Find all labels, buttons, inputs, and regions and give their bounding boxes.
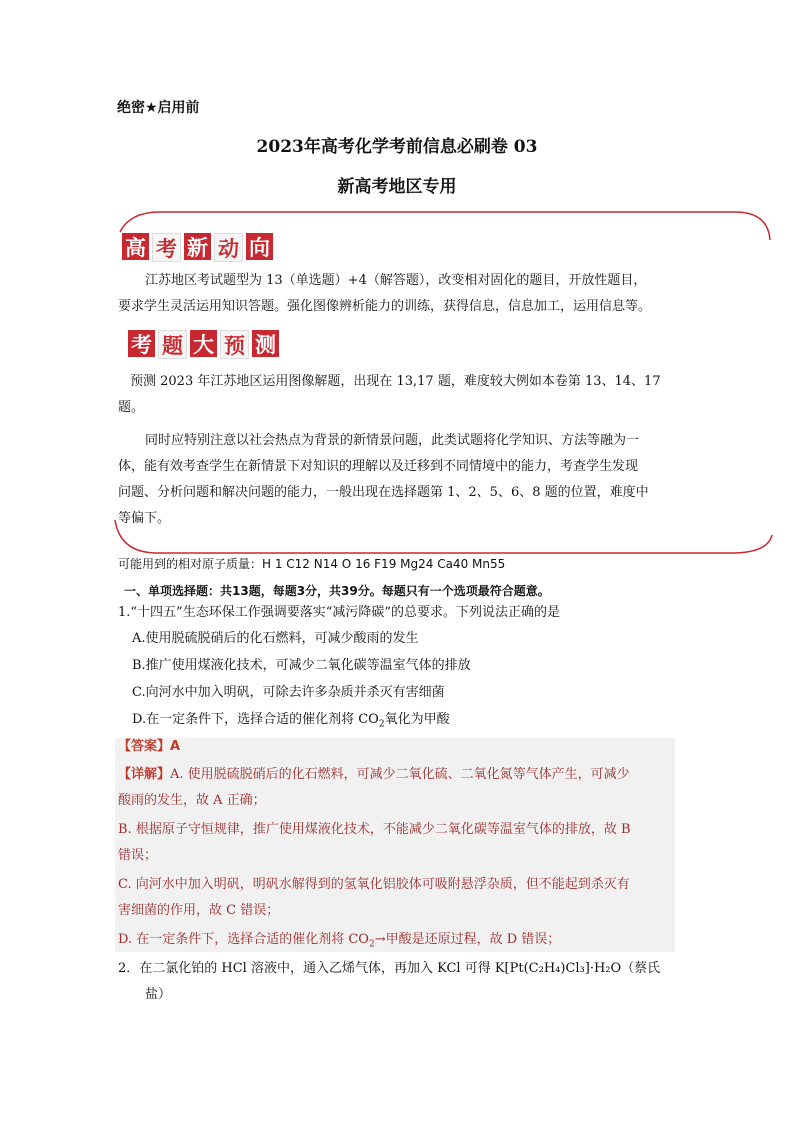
detail-line xyxy=(118,762,678,788)
trend-paragraph xyxy=(145,268,685,294)
detail-text: A. 使用脱硫脱硝后的化石燃料，可减少二氧化硫、二氧化氮等气体产生，可减少 xyxy=(170,767,630,782)
detail-line xyxy=(118,927,560,958)
detail-label: 【详解】 xyxy=(118,767,171,782)
forecast-line: 预测 2023 年江苏地区运用图像解题，出现在 13,17 题，难度较大例如本卷第 13、14、17 xyxy=(130,374,661,389)
detail-line: 酸雨的发生，故 A 正确； xyxy=(118,793,266,808)
banner-forecast xyxy=(128,330,279,359)
paper-subtitle: 新高考地区专用 xyxy=(337,177,457,197)
forecast-line: 题。 xyxy=(118,400,145,415)
answer-line xyxy=(118,734,180,760)
question-1-option-d xyxy=(132,707,450,738)
banner-char: 动 xyxy=(214,233,243,262)
banner-char: 测 xyxy=(252,330,279,357)
option-d-text: 氧化为甲酸 xyxy=(384,712,450,727)
paper-title: 2023年高考化学考前信息必刷卷 03 xyxy=(256,137,538,157)
question-1-stem: 1.“十四五”生态环保工作强调要落实“减污降碳”的总要求。下列说法正确的是 xyxy=(118,605,560,620)
banner-char: 大 xyxy=(190,330,217,357)
text-line: 要求学生灵活运用知识答题。强化图像辨析能力的训练，获得信息，信息加工，运用信息等。 xyxy=(118,299,652,314)
banner-char: 向 xyxy=(246,233,273,260)
question-1-option-a: A.使用脱硫脱硝后的化石燃料，可减少酸雨的发生 xyxy=(132,631,419,646)
forecast-line: 等偏下。 xyxy=(118,511,171,526)
section-title: 一、单项选择题：共13题，每题3分，共39分。每题只有一个选项最符合题意。 xyxy=(124,584,550,598)
subscript: 2 xyxy=(368,939,375,950)
banner-char: 题 xyxy=(158,330,187,359)
banner-char: 考 xyxy=(128,330,155,357)
atomic-mass-list: 可能用到的相对原子质量：H 1 C12 N14 O 16 F19 Mg24 Ca40 Mn55 xyxy=(118,557,506,571)
answer-value: A xyxy=(170,739,181,754)
question-1-option-b: B.推广使用煤液化技术，可减少二氧化碳等温室气体的排放 xyxy=(132,658,471,673)
subscript: 2 xyxy=(378,719,385,730)
detail-line: B. 根据原子守恒规律，推广使用煤液化技术，不能减少二氧化碳等温室气体的排放，故 B xyxy=(118,822,631,837)
detail-line: 害细菌的作用，故 C 错误； xyxy=(118,903,280,918)
banner-char: 预 xyxy=(220,330,249,359)
detail-text: D. 在一定条件下，选择合适的催化剂将 CO xyxy=(118,932,369,947)
text-line: 江苏地区考试题型为 13（单选题）+4（解答题），改变相对固化的题目，开放性题目， xyxy=(145,273,647,288)
banner-char: 考 xyxy=(152,233,181,262)
detail-line: 错误； xyxy=(118,848,158,863)
confidential-mark: 绝密★启用前 xyxy=(117,100,200,116)
question-2-stem: 2．在二氯化铂的 HCl 溶液中，通入乙烯气体，再加入 KCl 可得 K[Pt(C₂H₄)Cl₃]·H₂O（蔡氏 xyxy=(118,961,661,976)
banner-char: 新 xyxy=(184,233,211,260)
trend-paragraph-cont xyxy=(118,294,688,320)
banner-char: 高 xyxy=(122,233,149,260)
detail-text: →甲酸是还原过程，故 D 错误； xyxy=(374,932,561,947)
forecast-line: 问题、分析问题和解决问题的能力，一般出现在选择题第 1、2、5、6、8 题的位置，难度中 xyxy=(118,485,649,500)
banner-exam-trends xyxy=(122,233,273,262)
forecast-line: 体，能有效考查学生在新情景下对知识的理解以及迁移到不同情境中的能力，考查学生发现 xyxy=(118,459,639,474)
forecast-line: 同时应特别注意以社会热点为背景的新情景问题，此类试题将化学知识、方法等融为一 xyxy=(145,433,640,448)
question-2-stem-cont: 盐） xyxy=(145,987,172,1002)
option-d-text: D.在一定条件下，选择合适的催化剂将 CO xyxy=(132,712,379,727)
question-1-option-c: C.向河水中加入明矾，可除去许多杂质并杀灭有害细菌 xyxy=(132,685,445,700)
detail-line: C. 向河水中加入明矾，明矾水解得到的氢氧化铝胶体可吸附悬浮杂质，但不能起到杀灭有 xyxy=(118,877,630,892)
answer-label: 【答案】 xyxy=(118,739,171,754)
